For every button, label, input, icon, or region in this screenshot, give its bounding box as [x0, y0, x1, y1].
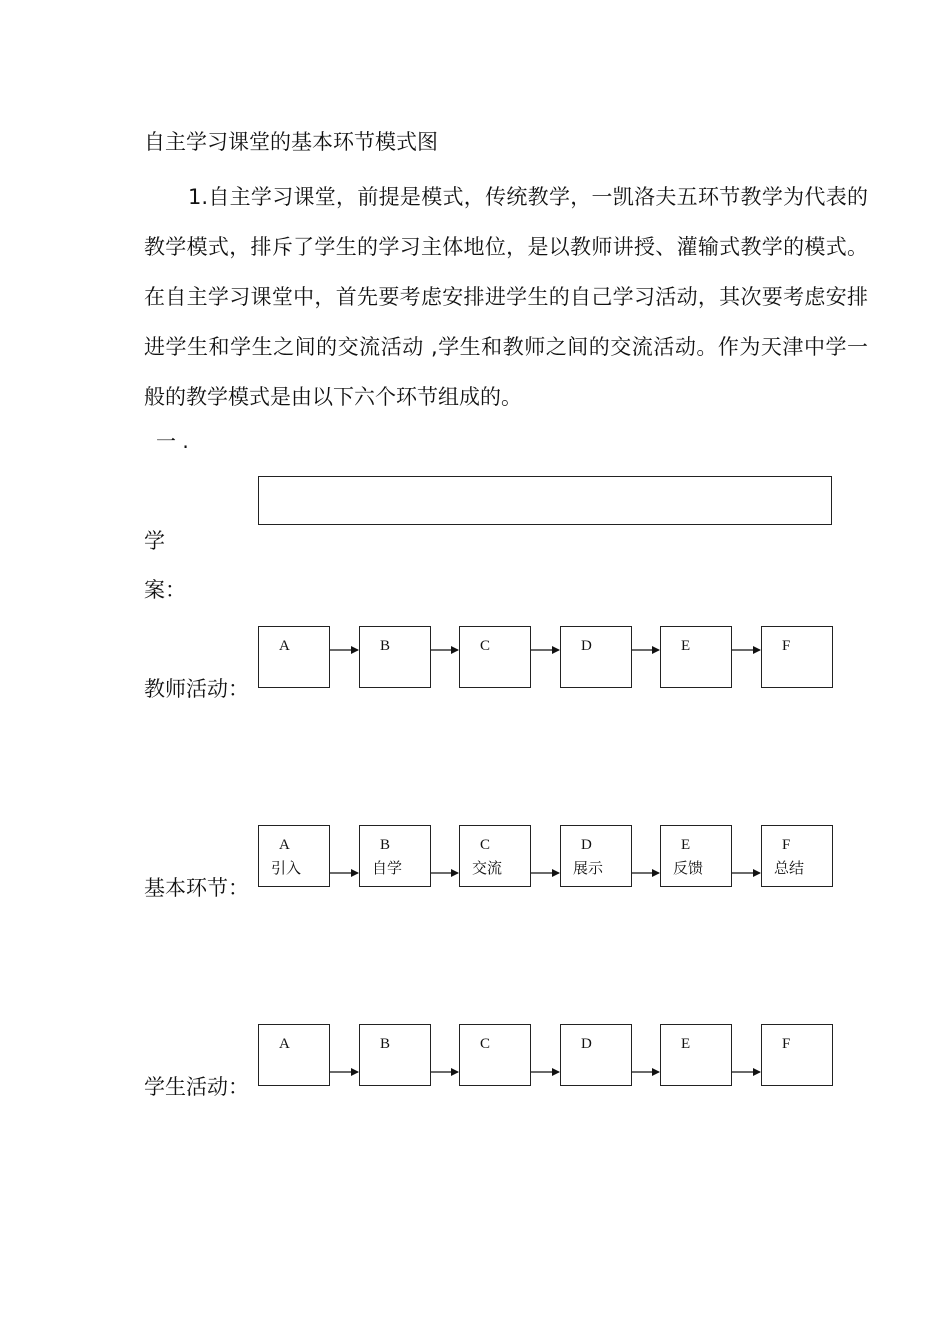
- basic-step-label: 基本环节：: [144, 876, 249, 900]
- box-letter: E: [681, 1036, 691, 1052]
- teacher-activity-label: 教师活动：: [144, 677, 249, 701]
- box-letter: F: [782, 638, 791, 654]
- box-letter: A: [279, 638, 290, 654]
- box-letter: B: [380, 837, 391, 853]
- box-letter: C: [480, 837, 491, 853]
- box-letter: D: [581, 638, 592, 654]
- box-letter: F: [782, 837, 791, 853]
- box-step-name: 反馈: [673, 859, 704, 877]
- box-letter: C: [480, 1036, 491, 1052]
- box-step-name: 交流: [472, 859, 503, 877]
- student-activity-label: 学生活动：: [144, 1075, 249, 1099]
- xuean-label-line2: 案：: [144, 578, 186, 602]
- box-letter: A: [279, 837, 290, 853]
- student-activity-box-e: [660, 1024, 732, 1086]
- teacher-activity-box-f: [761, 626, 833, 688]
- teacher-activity-box-e: [660, 626, 732, 688]
- box-letter: B: [380, 1036, 391, 1052]
- student-activity-box-d: [560, 1024, 632, 1086]
- section-marker: 一 .: [156, 429, 189, 453]
- teacher-activity-box-d: [560, 626, 632, 688]
- box-letter: B: [380, 638, 391, 654]
- box-step-name: 总结: [774, 859, 805, 877]
- box-letter: D: [581, 837, 592, 853]
- intro-paragraph: 1.自主学习课堂，前提是模式，传统教学，一凯洛夫五环节教学为代表的教学模式，排斥了学生的学习主体地位，是以教师讲授、灌输式教学的模式。在自主学习课堂中，首先要考虑安排进学生的自己学习活动，其次要考虑安排进学生和学生之间的交流活动 ,学生和教师之间的交流活动。作为天津中学一般的教学模式是由以下六个环节组成的。: [144, 185, 868, 409]
- basic-step-box-e: [660, 825, 732, 887]
- xuean-box: [258, 476, 832, 525]
- student-activity-box-f: [761, 1024, 833, 1086]
- box-letter: F: [782, 1036, 791, 1052]
- teacher-activity-box-a: [258, 626, 330, 688]
- student-activity-box-b: [359, 1024, 431, 1086]
- box-step-name: 引入: [271, 859, 302, 877]
- basic-step-box-a: [258, 825, 330, 887]
- xuean-label-line1: 学: [144, 529, 165, 553]
- student-activity-box-c: [459, 1024, 531, 1086]
- box-letter: E: [681, 837, 691, 853]
- student-activity-box-a: [258, 1024, 330, 1086]
- document-title: 自主学习课堂的基本环节模式图: [144, 130, 438, 154]
- box-step-name: 展示: [573, 859, 604, 877]
- teacher-activity-box-c: [459, 626, 531, 688]
- box-letter: A: [279, 1036, 290, 1052]
- box-step-name: 自学: [372, 859, 403, 877]
- box-letter: E: [681, 638, 691, 654]
- basic-step-box-b: [359, 825, 431, 887]
- basic-step-box-f: [761, 825, 833, 887]
- box-letter: D: [581, 1036, 592, 1052]
- basic-step-box-c: [459, 825, 531, 887]
- basic-step-box-d: [560, 825, 632, 887]
- teacher-activity-box-b: [359, 626, 431, 688]
- box-letter: C: [480, 638, 491, 654]
